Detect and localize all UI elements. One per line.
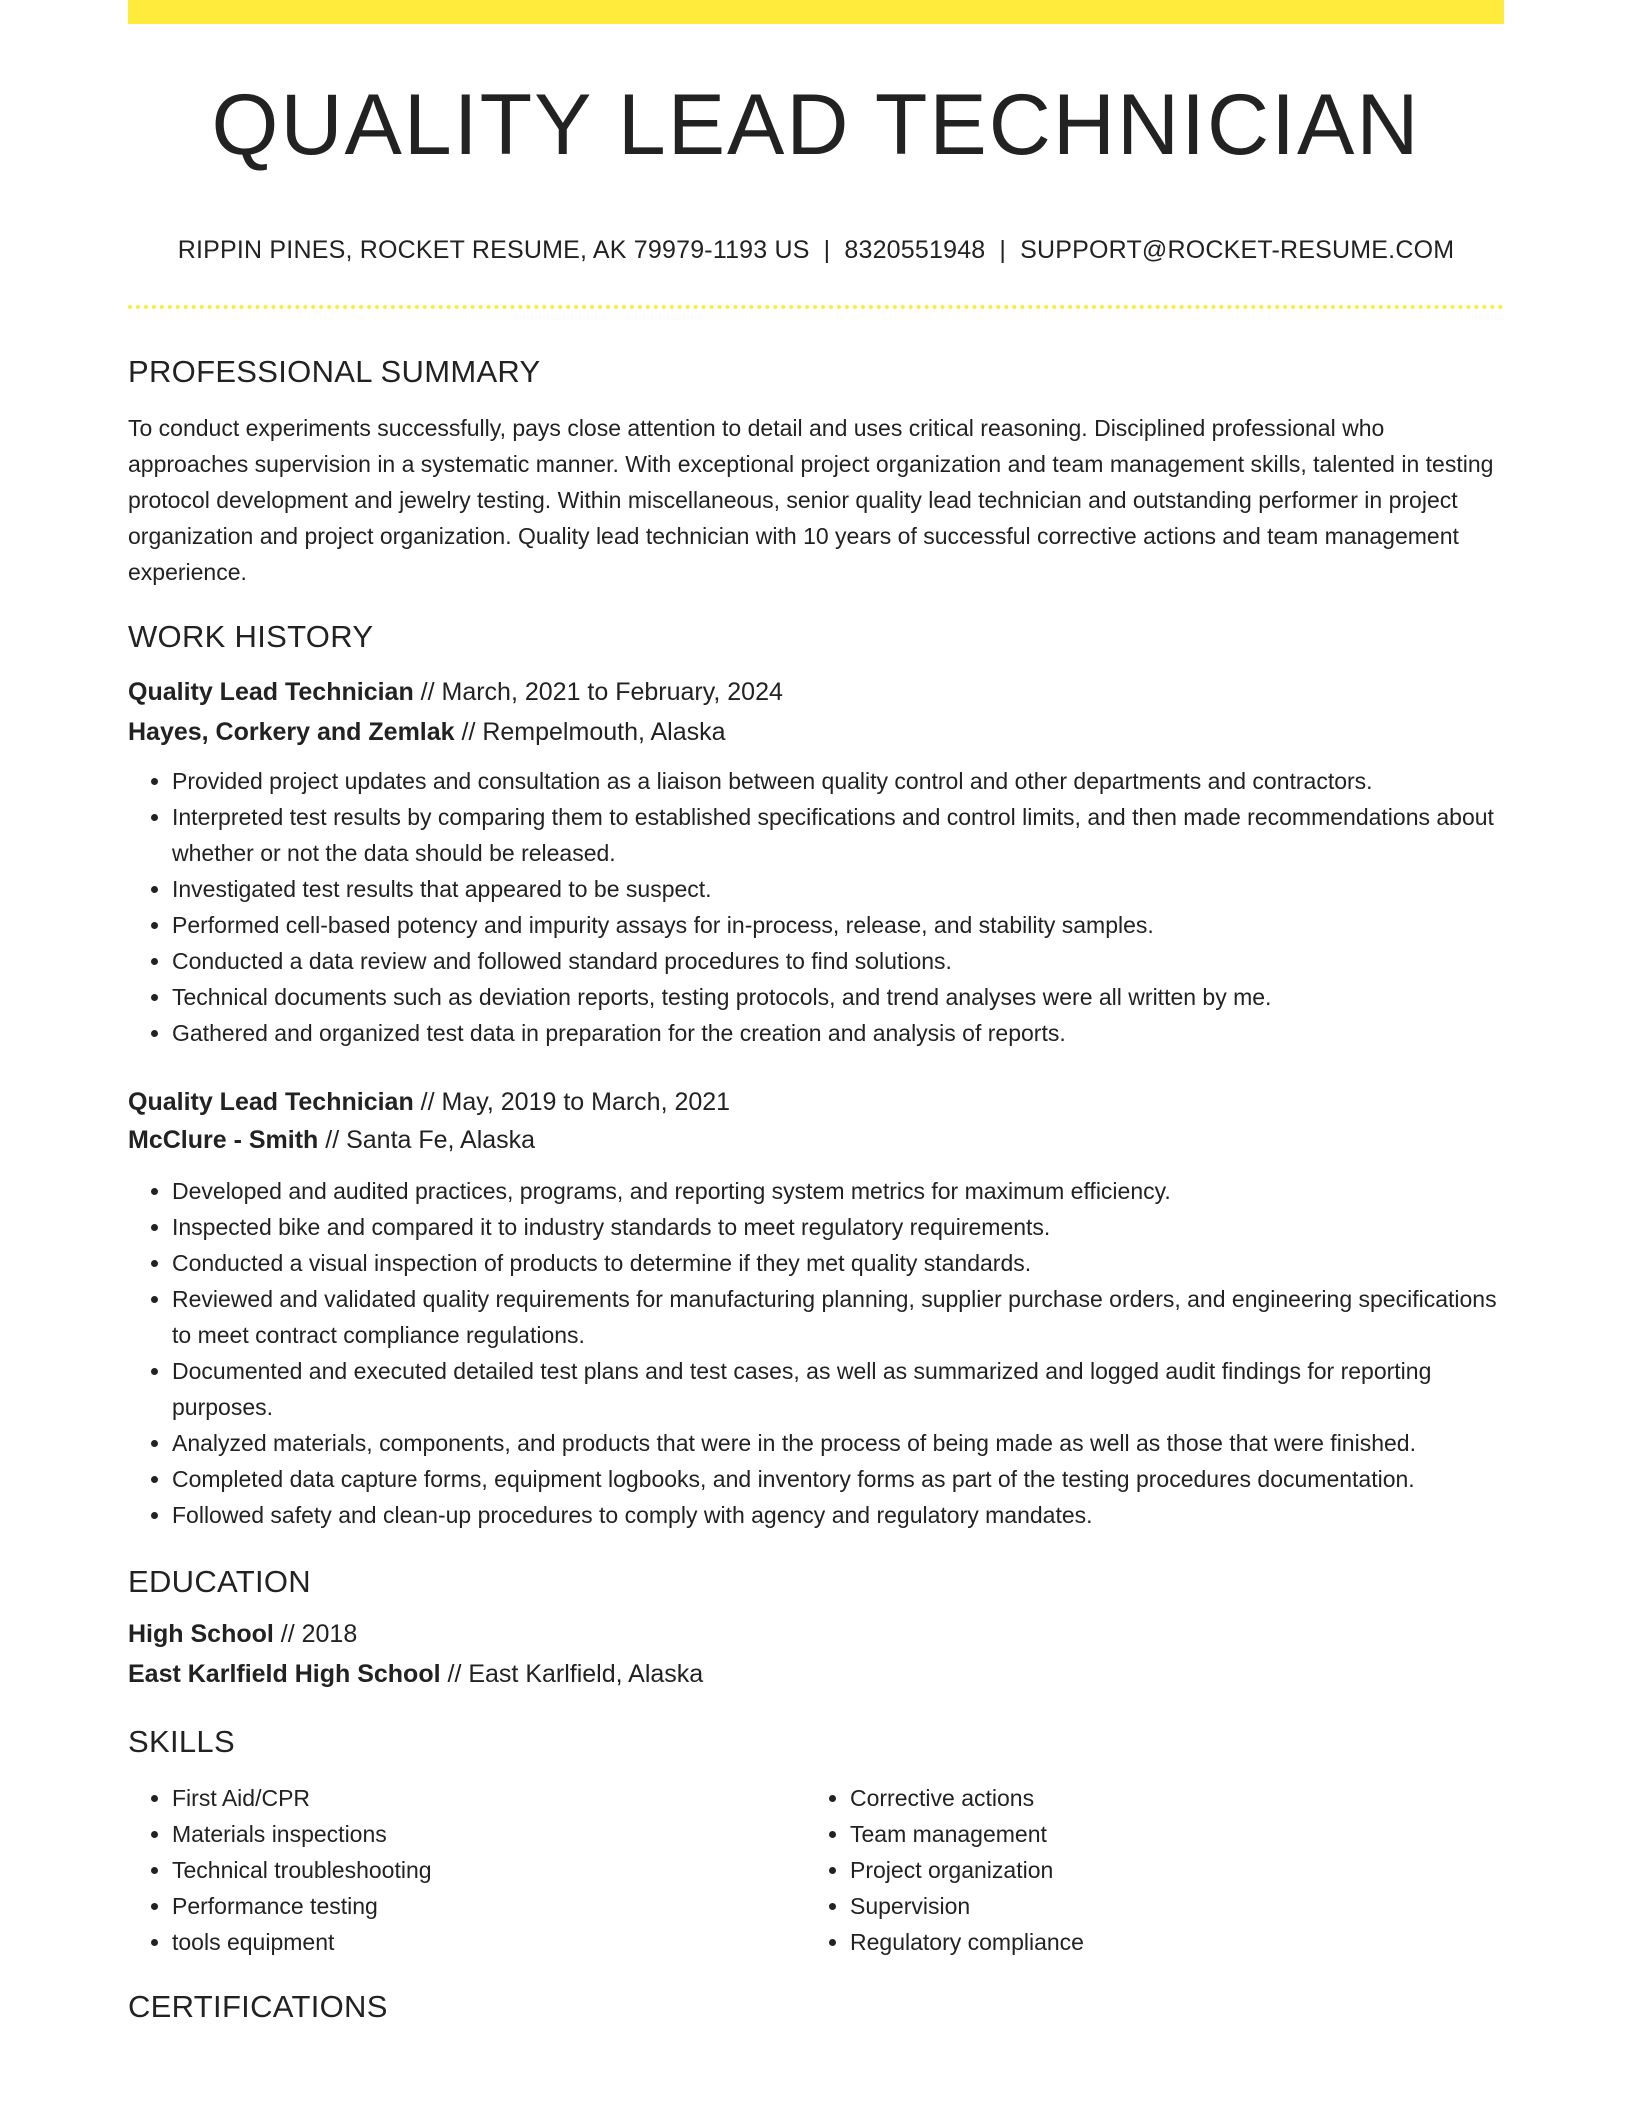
list-item: • Technical documents such as deviation reports, testing protocols, and trend analyses were all written by me. xyxy=(172,979,1504,1015)
certifications-heading: CERTIFICATIONS xyxy=(128,1988,388,2024)
dotted-divider xyxy=(128,305,1504,309)
contact-email: SUPPORT@ROCKET-RESUME.COM xyxy=(1020,236,1455,264)
list-item: • Conducted a data review and followed standard procedures to find solutions. xyxy=(172,943,1504,979)
list-item: • Reviewed and validated quality requirements for manufacturing planning, supplier purchase orders, and engineering specifications to meet contract compliance regulations. xyxy=(172,1281,1504,1353)
education-school: East Karlfield High School xyxy=(128,1659,441,1688)
work-history-heading: WORK HISTORY xyxy=(128,619,374,655)
list-item: • Analyzed materials, components, and products that were in the process of being made as well as those that were finished. xyxy=(172,1425,1504,1461)
skills-heading: SKILLS xyxy=(128,1723,235,1759)
skills-list-left xyxy=(128,1780,806,1960)
list-item: • Documented and executed detailed test plans and test cases, as well as summarized and logged audit findings for reporting purposes. xyxy=(172,1353,1504,1425)
list-item: • Inspected bike and compared it to industry standards to meet regulatory requirements. xyxy=(172,1209,1504,1245)
list-item: • Investigated test results that appeared to be suspect. xyxy=(172,871,1504,907)
list-item: • Performance testing xyxy=(172,1888,806,1924)
job-title-line xyxy=(128,673,1504,711)
list-item: • Developed and audited practices, programs, and reporting system metrics for maximum efficiency. xyxy=(172,1173,1504,1209)
list-item: • Conducted a visual inspection of products to determine if they met quality standards. xyxy=(172,1245,1504,1281)
education-school-line xyxy=(128,1655,1504,1693)
resume-page xyxy=(128,0,1504,2025)
list-item: • Supervision xyxy=(850,1888,1484,1924)
job-dates: // May, 2019 to March, 2021 xyxy=(413,1088,731,1117)
job-company: Hayes, Corkery and Zemlak xyxy=(128,718,455,747)
job-company-line xyxy=(128,713,1504,751)
education-degree-line xyxy=(128,1615,1504,1653)
list-item: • Completed data capture forms, equipment logbooks, and inventory forms as part of the testing procedures documentation. xyxy=(172,1461,1504,1497)
list-item: • Materials inspections xyxy=(172,1816,806,1852)
job-company: McClure - Smith xyxy=(128,1126,319,1155)
contact-separator: | xyxy=(999,236,1007,264)
contact-phone: 8320551948 xyxy=(844,236,986,264)
list-item: • Followed safety and clean-up procedures to comply with agency and regulatory mandates. xyxy=(172,1497,1504,1533)
resume-title: QUALITY LEAD TECHNICIAN xyxy=(211,77,1421,173)
job-duties-list xyxy=(128,1173,1504,1533)
list-item: • Gathered and organized test data in preparation for the creation and analysis of reports. xyxy=(172,1015,1504,1051)
job-company-line xyxy=(128,1121,1504,1159)
list-item: • Performed cell-based potency and impurity assays for in-process, release, and stability samples. xyxy=(172,907,1504,943)
education-degree: High School xyxy=(128,1619,274,1648)
skills-grid xyxy=(128,1780,1504,1960)
summary-heading: PROFESSIONAL SUMMARY xyxy=(128,354,541,389)
job-location: // Rempelmouth, Alaska xyxy=(454,718,726,747)
list-item: • Interpreted test results by comparing them to established specifications and control limits, and then made recommendations about whether or not the data should be released. xyxy=(172,799,1504,871)
job-title: Quality Lead Technician xyxy=(128,678,414,707)
list-item: • tools equipment xyxy=(172,1924,806,1960)
job-entry xyxy=(128,673,1504,1051)
accent-top-bar xyxy=(128,0,1504,24)
list-item: • Regulatory compliance xyxy=(850,1924,1484,1960)
education-heading: EDUCATION xyxy=(128,1564,311,1600)
job-entry xyxy=(128,1083,1504,1533)
list-item: • Technical troubleshooting xyxy=(172,1852,806,1888)
job-title: Quality Lead Technician xyxy=(128,1088,414,1117)
list-item: • Project organization xyxy=(850,1852,1484,1888)
job-dates: // March, 2021 to February, 2024 xyxy=(413,678,783,707)
contact-line xyxy=(128,236,1504,265)
contact-address: RIPPIN PINES, ROCKET RESUME, AK 79979-1193 US xyxy=(177,236,810,264)
list-item: • First Aid/CPR xyxy=(172,1780,806,1816)
job-duties-list xyxy=(128,763,1504,1051)
skills-list-right xyxy=(806,1780,1484,1960)
education-location: // East Karlfield, Alaska xyxy=(440,1659,704,1688)
list-item: • Team management xyxy=(850,1816,1484,1852)
job-title-line xyxy=(128,1083,1504,1121)
job-location: // Santa Fe, Alaska xyxy=(318,1126,536,1155)
list-item: • Provided project updates and consultation as a liaison between quality control and other departments and contractors. xyxy=(172,763,1504,799)
education-entry xyxy=(128,1615,1504,1693)
contact-separator: | xyxy=(823,236,831,264)
education-year: // 2018 xyxy=(273,1619,358,1648)
list-item: • Corrective actions xyxy=(850,1780,1484,1816)
summary-text: To conduct experiments successfully, pays close attention to detail and uses critical reasoning. Disciplined professional who approaches supervision in a systematic manner. With exceptional project organization and team management skills, talented in testing protocol development and jewelry testing. Within miscellaneous, senior quality lead technician and outstanding performer in project organization and project organization. Quality lead technician with 10 years of successful corrective actions and team management experience. xyxy=(128,415,1494,586)
